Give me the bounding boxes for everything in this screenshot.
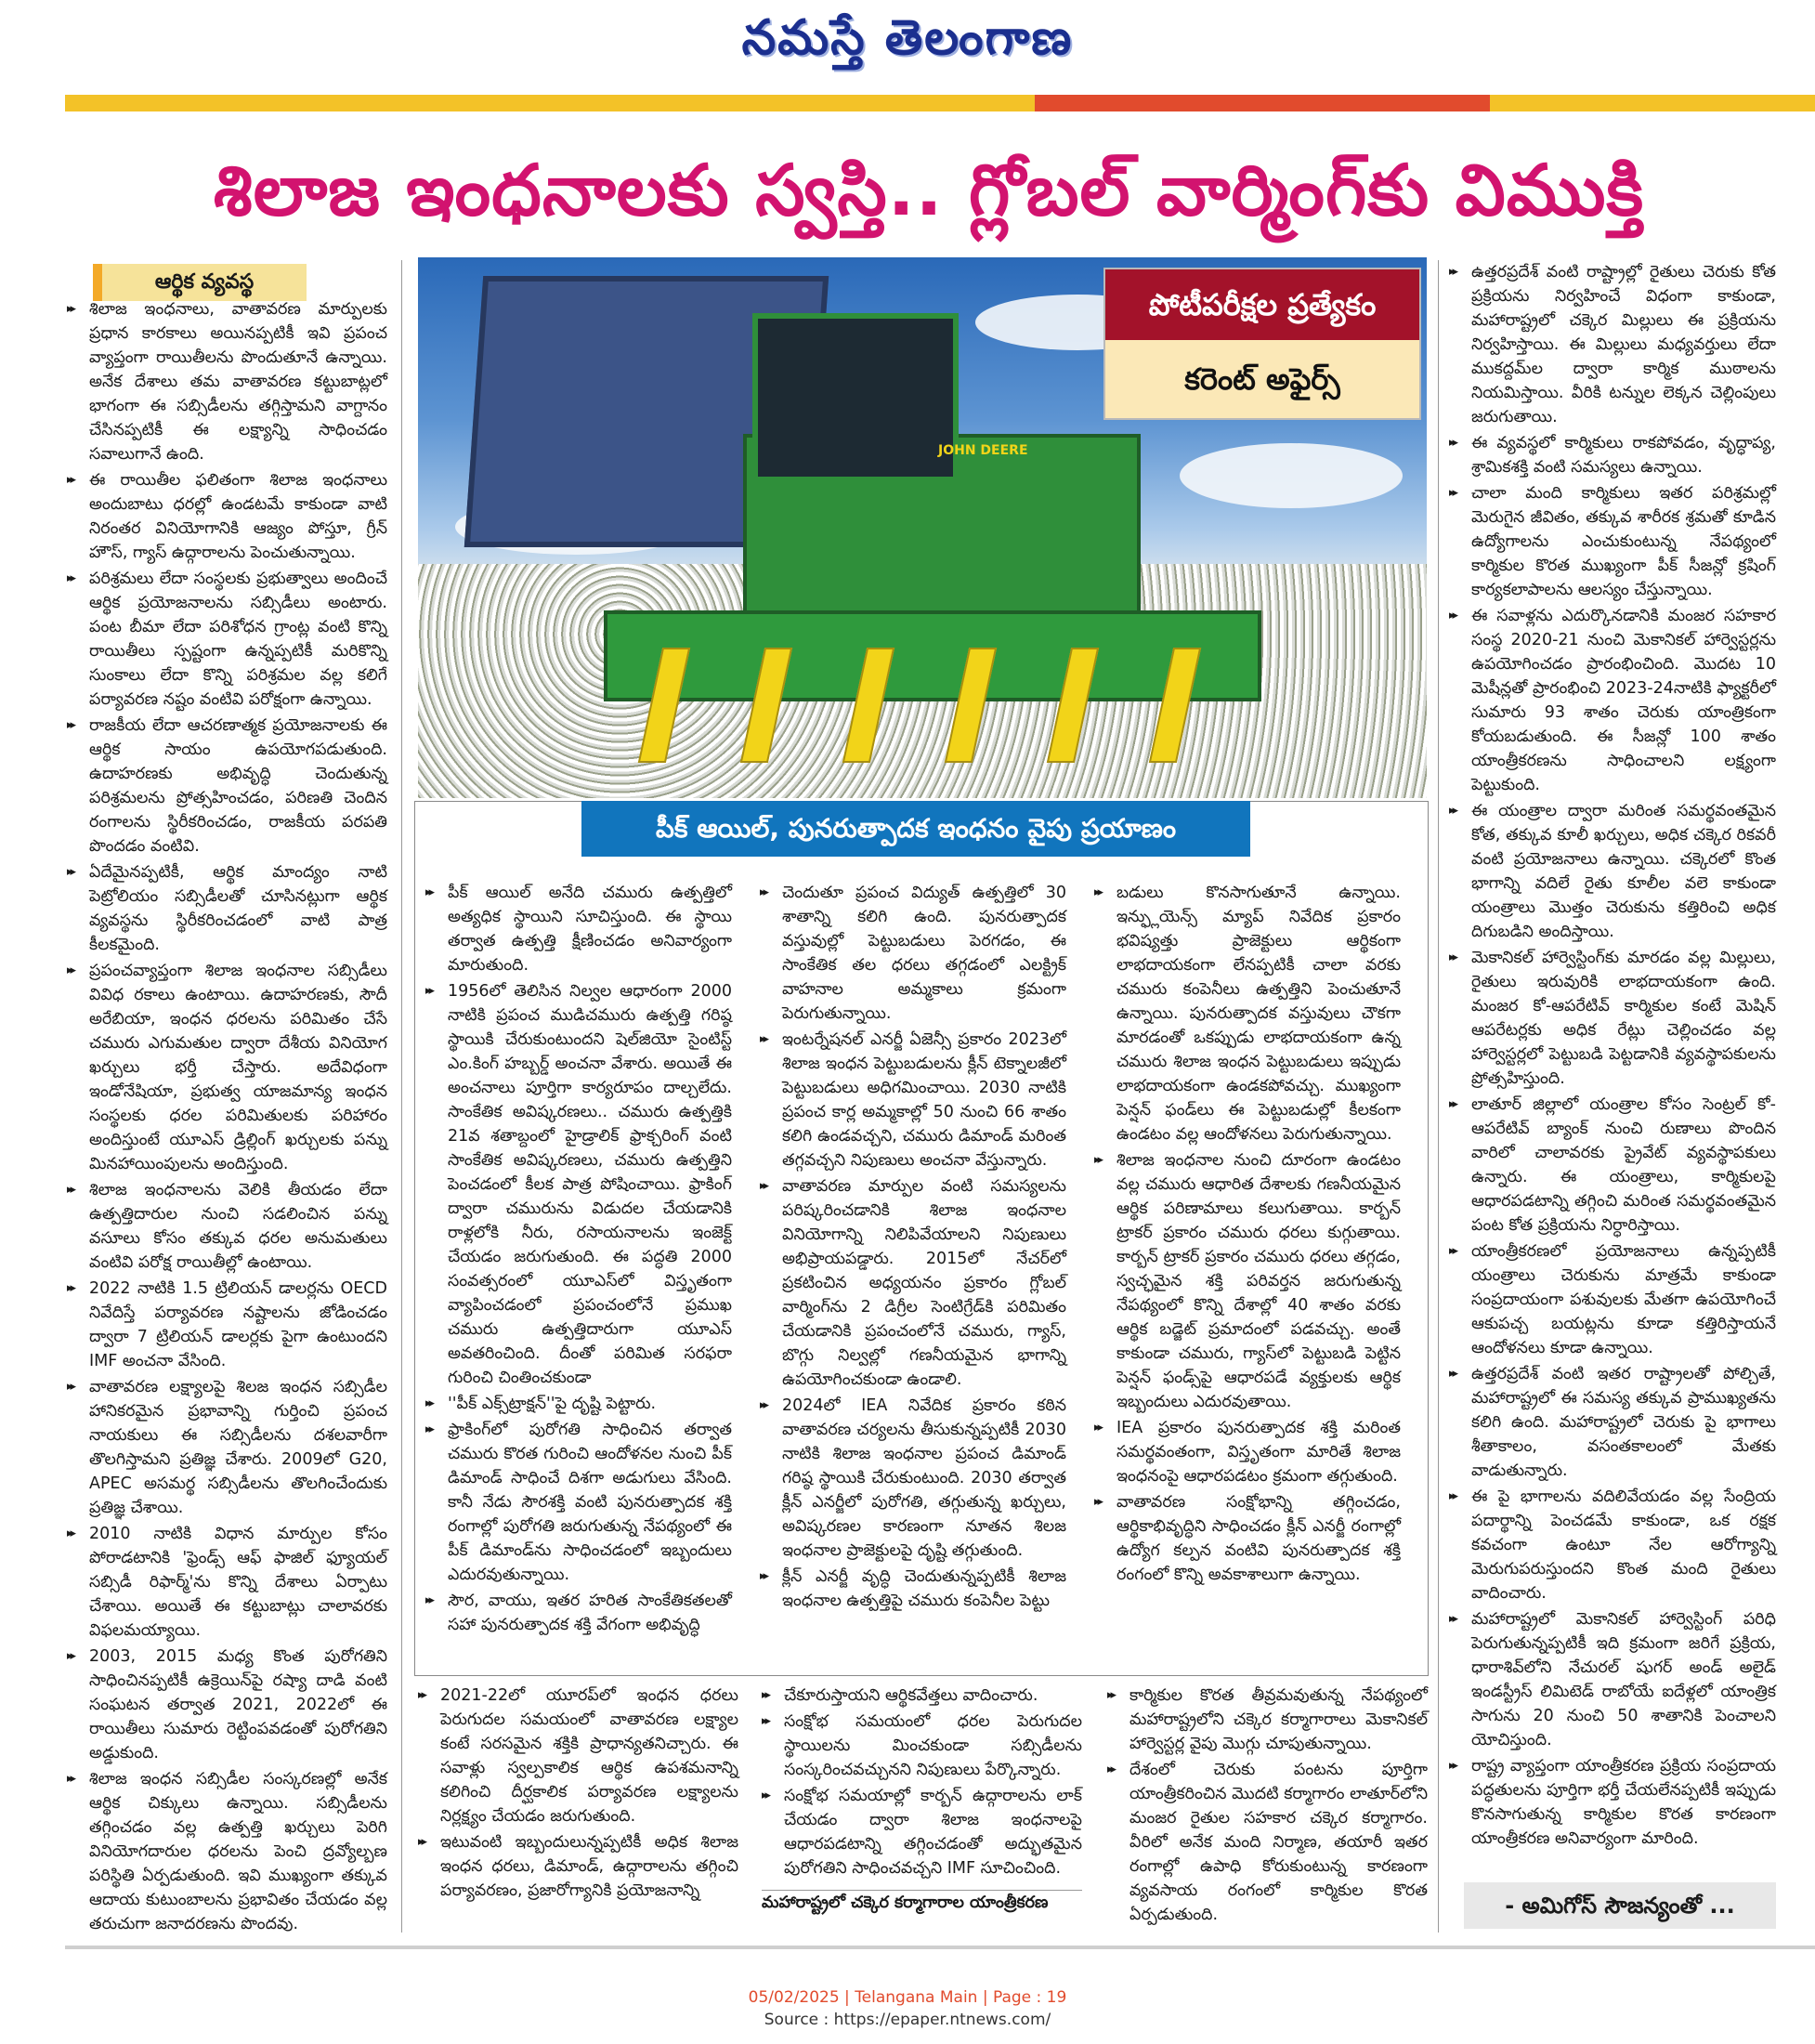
- top-color-bar-red: [1035, 95, 1490, 111]
- article-paragraph: ▸▸ ఈ సవాళ్లను ఎదుర్కొనడానికి మంజర సహకార సంస్థ 2020-21 నుంచి మెకానికల్ హార్వెస్టర్లను ఉపయోగించడం ప్రారంభించింది. మొదట 10 మెషీన్లతో ప్రారంభించి 2023-24నాటికి ఫ్యాక్టరీలో సుమారు 93 శాతం చెరుకు యాంత్రికంగా కోయబడుతుంది. ఈ సీజన్లో 100 శాతం యాంత్రీకరణను సాధించాలని లక్ష్యంగా పెట్టుకుంది.: [1449, 604, 1776, 797]
- bottom-column-2: [762, 1684, 1082, 1882]
- article-paragraph: ▸▸ పీక్ ఆయిల్ అనేది చమురు ఉత్పత్తిలో అత్యధిక స్థాయిని సూచిస్తుంది. ఈ స్థాయి తర్వాత ఉత్పత్తి క్షీణించడం అనివార్యంగా మారుతుంది.: [425, 881, 732, 977]
- right-column: [1449, 260, 1776, 1853]
- section-label: ఆర్థిక వ్యవస్థ: [93, 264, 307, 301]
- article-paragraph: ▸▸ లాతూర్ జిల్లాలో యంత్రాల కోసం సెంట్రల్ కో-ఆపరేటివ్ బ్యాంక్ నుంచి రుణాలు పొందిన వారిలో చాలావరకు ప్రైవేట్ వ్యవస్థాపకులు ఉన్నారు. ఈ యంత్రాలు, కార్మికులపై ఆధారపడటాన్ని తగ్గించి మరింత సమర్థవంతమైన పంట కోత ప్రక్రియను నిర్ధారిస్తాయి.: [1449, 1093, 1776, 1238]
- credit-line: - అమిగోస్ సౌజన్యంతో ...: [1464, 1882, 1776, 1929]
- center-column-2: [760, 881, 1066, 1615]
- article-paragraph: ▸▸ ఫ్రాకింగ్‌లో పురోగతి సాధించిన తర్వాత చమురు కొరత గురించి ఆందోళనల నుంచి పీక్ డిమాండ్ సాధించే దిశగా అడుగులు వేసింది. కానీ నేడు సౌరశక్తి వంటి పునరుత్పాదక శక్తి రంగాల్లో పురోగతి జరుగుతున్న నేపథ్యంలో ఈ పీక్ డిమాండ్‌ను సాధించడంలో ఇబ్బందులు ఎదురవుతున్నాయి.: [425, 1418, 732, 1587]
- bottom-column-3: [1107, 1684, 1428, 1929]
- masthead-logo: నమస్తే తెలంగాణ: [741, 9, 1074, 66]
- article-paragraph: ▸▸ సంక్షోభ సమయాల్లో కార్బన్ ఉద్గారాలను లాక్ చేయడం ద్వారా శిలాజ ఇంధనాలపై ఆధారపడటాన్ని తగ్గించడంతో అద్భుతమైన పురోగతిని సాధించవచ్చని IMF సూచించింది.: [762, 1784, 1082, 1880]
- article-paragraph: ▸▸ మెకానికల్ హార్వెస్టింగ్‌కు మారడం వల్ల మిల్లులు, రైతులు ఇరువురికి లాభదాయకంగా ఉంది. మంజర కో-ఆపరేటివ్ కార్మికుల కంటే మెషిన్ ఆపరేటర్లకు అధిక రేట్లు చెల్లించడం వల్ల హార్వెస్టర్లలో పెట్టుబడి పెట్టడానికి వ్యవస్థాపకులను ప్రోత్సహిస్తుంది.: [1449, 946, 1776, 1091]
- article-paragraph: ▸▸ చేకూరుస్తాయని ఆర్థికవేత్తలు వాదించారు.: [762, 1684, 1082, 1708]
- article-paragraph: ▸▸ రాష్ట్ర వ్యాప్తంగా యాంత్రీకరణ ప్రక్రియ సంప్రదాయ పద్ధతులను పూర్తిగా భర్తీ చేయలేనప్పటికీ ఇప్పుడు కొనసాగుతున్న కార్మికుల కొరత కారణంగా యాంత్రీకరణ అనివార్యంగా మారింది.: [1449, 1754, 1776, 1851]
- article-paragraph: ▸▸ ఉత్తరప్రదేశ్ వంటి రాష్ట్రాల్లో రైతులు చెరుకు కోత ప్రక్రియను నిర్వహించే విధంగా కాకుండా, మహారాష్ట్రలో చక్కెర మిల్లులు ఈ ప్రక్రియను నిర్వహిస్తాయి. ఈ మిల్లులు మధ్యవర్తులు లేదా ముకద్దమ్‌ల ద్వారా కార్మిక ముఠాలను నియమిస్తాయి. వీరికి టన్నుల లెక్కన చెల్లింపులు జరుగుతాయి.: [1449, 260, 1776, 429]
- article-paragraph: ▸▸ ఏదేమైనప్పటికీ, ఆర్థిక మాంద్యం నాటి పెట్రోలియం సబ్సిడీలతో చూసినట్లుగా ఆర్థిక వ్యవస్థను స్థిరీకరించడంలో వాటి పాత్ర కీలకమైంది.: [67, 860, 387, 957]
- article-paragraph: ▸▸ 2022 నాటికి 1.5 ట్రిలియన్ డాలర్లను OECD నివేదిస్తే పర్యావరణ నష్టాలను జోడించడం ద్వారా 7 ట్రిలియన్ డాలర్లకు పైగా ఉంటుందని IMF అంచనా వేసింది.: [67, 1277, 387, 1373]
- article-paragraph: ▸▸ ఈ వ్యవస్థలో కార్మికులు రాకపోవడం, వృద్ధాప్య, శ్రామికశక్తి వంటి సమస్యలు ఉన్నాయి.: [1449, 431, 1776, 479]
- article-paragraph: ▸▸ శిలాజ ఇంధనాలు, వాతావరణ మార్పులకు ప్రధాన కారకాలు అయినప్పటికీ ఇవి ప్రపంచ వ్యాప్తంగా రాయితీలను పొందుతూనే ఉన్నాయి. అనేక దేశాలు తమ వాతావరణ కట్టుబాట్లలో భాగంగా ఈ సబ్సిడీలను తగ్గిస్తామని వాగ్దానం చేసినప్పటికీ ఈ లక్ష్యాన్ని సాధించడం సవాలుగానే ఉంది.: [67, 297, 387, 466]
- footer-source-line: Source : https://epaper.ntnews.com/: [764, 2011, 1051, 2029]
- article-paragraph: ▸▸ IEA ప్రకారం పునరుత్పాదక శక్తి మరింత సమర్థవంతంగా, విస్తృతంగా మారితే శిలాజ ఇంధనంపై ఆధారపడటం క్రమంగా తగ్గుతుంది.: [1094, 1416, 1401, 1488]
- article-paragraph: ▸▸ శిలాజ ఇంధన సబ్సిడీల సంస్కరణల్లో అనేక ఆర్థిక చిక్కులు ఉన్నాయి. సబ్సిడీలను తగ్గించడం వల్ల ఉత్పత్తి ఖర్చులు పెరిగి వినియోగదారుల ధరలను పెంచి ద్రవ్యోల్బణ పరిస్థితి ఏర్పడుతుంది. ఇవి ముఖ్యంగా తక్కువ ఆదాయ కుటుంబాలను ప్రభావితం చేయడం వల్ల తరుచుగా జనాదరణను పొందవు.: [67, 1767, 387, 1936]
- article-paragraph: ▸▸ ఈ యంత్రాల ద్వారా మరింత సమర్థవంతమైన కోత, తక్కువ కూలీ ఖర్చులు, అధిక చక్కెర రికవరీ వంటి ప్రయోజనాలు ఉన్నాయి. చక్కెరలో కొంత భాగాన్ని వదిలే రైతు కూలీల వలె కాకుండా యంత్రాలు మొత్తం చెరుకును కత్తిరించి అధిక దిగుబడిని అందిస్తాయి.: [1449, 799, 1776, 944]
- article-paragraph: ▸▸ 2021-22లో యూరప్‌లో ఇంధన ధరలు పెరుగుదల సమయంలో వాతావరణ లక్ష్యాల కంటే సరసమైన శక్తికి ప్రాధాన్యతనిచ్చారు. ఈ సవాళ్లు స్వల్పకాలిక ఆర్థిక ఉపశమనాన్ని కలిగించి దీర్ఘకాలిక పర్యావరణ లక్ష్యాలను నిర్లక్ష్యం చేయడం జరుగుతుంది.: [418, 1684, 738, 1828]
- article-paragraph: ▸▸ బడులు కొనసాగుతూనే ఉన్నాయి. ఇన్ఫ్లుయెన్స్ మ్యాప్ నివేదిక ప్రకారం భవిష్యత్తు ప్రాజెక్టులు ఆర్థికంగా లాభదాయకంగా లేనప్పటికీ చాలా వరకు చమురు కంపెనీలు ఉత్పత్తిని పెంచుతూనే ఉన్నాయి. పునరుత్పాదక వస్తువులు చౌకగా మారడంతో ఒకప్పుడు లాభదాయకంగా ఉన్న చమురు శిలాజ ఇంధన పెట్టుబడులు ఇప్పుడు లాభదాయకంగా ఉండకపోవచ్చు. ముఖ్యంగా పెన్షన్ ఫండ్‌లు ఈ పెట్టుబడుల్లో కీలకంగా ఉండటం వల్ల ఆందోళనలు పెరుగుతున్నాయి.: [1094, 881, 1401, 1146]
- center-column-3: [1094, 881, 1401, 1589]
- sub-article-title: మహారాష్ట్రలో చక్కెర కర్మాగారాల యాంత్రీకరణ: [762, 1890, 1082, 1915]
- article-paragraph: ▸▸ సంక్షోభ సమయంలో ధరల పెరుగుదల స్థాయిలను మించకుండా సబ్సిడీలను సంస్కరించవచ్చునని నిపుణులు పేర్కొన్నారు.: [762, 1710, 1082, 1782]
- headline: శిలాజ ఇంధనాలకు స్వస్తి.. గ్లోబల్ వార్మింగ్‌కు విముక్తి: [213, 149, 1645, 231]
- article-paragraph: ▸▸ ''పీక్ ఎక్స్‌ట్రాక్షన్''పై దృష్టి పెట్టారు.: [425, 1392, 732, 1416]
- current-affairs-badge: [1103, 268, 1421, 420]
- article-paragraph: ▸▸ క్లీన్ ఎనర్జీ వృద్ధి చెందుతున్నప్పటికీ శిలాజ ఇంధనాల ఉత్పత్తిపై చమురు కంపెనీల పెట్టు: [760, 1565, 1066, 1613]
- article-paragraph: ▸▸ ఇంటర్నేషనల్ ఎనర్జీ ఏజెన్సీ ప్రకారం 2023లో శిలాజ ఇంధన పెట్టుబడులను క్లీన్ టెక్నాలజీలో పెట్టుబడులు అధిగమించాయి. 2030 నాటికి ప్రపంచ కార్ల అమ్మకాల్లో 50 నుంచి 66 శాతం కలిగి ఉండవచ్చని, చమురు డిమాండ్ మరింత తగ్గవచ్చని నిపుణులు అంచనా వేస్తున్నారు.: [760, 1028, 1066, 1173]
- article-paragraph: ▸▸ దేశంలో చెరుకు పంటను పూర్తిగా యాంత్రీకరించిన మొదటి కర్మాగారం లాతూర్‌లోని మంజర రైతుల సహకార చక్కెర కర్మాగారం. వీరిలో అనేక మంది నిర్మాణ, తయారీ ఇతర రంగాల్లో ఉపాధి కోరుకుంటున్న కారణంగా వ్యవసాయ రంగంలో కార్మికుల కొరత ఏర్పడుతుంది.: [1107, 1758, 1428, 1927]
- article-paragraph: ▸▸ 2024లో IEA నివేదిక ప్రకారం కఠిన వాతావరణ చర్యలను తీసుకున్నప్పటికీ 2030 నాటికి శిలాజ ఇంధనాల ప్రపంచ డిమాండ్ గరిష్ఠ స్థాయికి చేరుకుంటుంది. 2030 తర్వాత క్లీన్ ఎనర్జీలో పురోగతి, తగ్గుతున్న ఖర్చులు, అవిష్కరణల కారణంగా నూతన శిలజ ఇంధనాల ప్రాజెక్టులపై దృష్టి తగ్గుతుంది.: [760, 1394, 1066, 1563]
- column-divider: [1438, 260, 1439, 1933]
- column-divider: [401, 260, 402, 1933]
- article-paragraph: ▸▸ సౌర, వాయు, ఇతర హరిత సాంకేతికతలతో సహా పునరుత్పాదక శక్తి వేగంగా అభివృద్ధి: [425, 1589, 732, 1637]
- article-paragraph: ▸▸ వాతావరణ లక్ష్యాలపై శిలజ ఇంధన సబ్సిడీల హానికరమైన ప్రభావాన్ని గుర్తించి ప్రపంచ నాయకులు ఈ సబ్సిడీలను దశలవారీగా తొలగిస్తామని ప్రతిజ్ఞ చేశారు. 2009లో G20, APEC అసమర్థ సబ్సిడీలను తొలగించేందుకు ప్రతిజ్ఞ చేశాయి.: [67, 1375, 387, 1520]
- article-paragraph: ▸▸ వాతావరణ సంక్షోభాన్ని తగ్గించడం, ఆర్థికాభివృద్ధిని సాధించడం క్లీన్ ఎనర్జీ రంగాల్లో ఉద్యోగ కల్పన వంటివి పునరుత్పాదక శక్తి రంగంలో కొన్ని అవకాశాలుగా ఉన్నాయి.: [1094, 1490, 1401, 1587]
- article-paragraph: ▸▸ 2003, 2015 మధ్య కొంత పురోగతిని సాధించినప్పటికీ ఉక్రెయిన్‌పై రష్యా దాడి వంటి సంఘటన తర్వాత 2021, 2022లో ఈ రాయితీలు సుమారు రెట్టింపవడంతో పురోగతిని అడ్డుకుంది.: [67, 1644, 387, 1765]
- cloud-shape: [1180, 443, 1403, 508]
- machine-brand-text: JOHN DEERE: [938, 443, 1028, 458]
- article-paragraph: ▸▸ పరిశ్రమలు లేదా సంస్థలకు ప్రభుత్వాలు అందించే ఆర్థిక ప్రయోజనాలను సబ్సిడీలు అంటారు. పంట బీమా లేదా పరిశోధన గ్రాంట్ల వంటి కొన్ని రాయితీలు స్పష్టంగా ఉన్నప్పటికీ మరికొన్ని సుంకాలు లేదా కొన్ని పరిశ్రమల వల్ల కలిగే పర్యావరణ నష్టం వంటివి పరోక్షంగా ఉన్నాయి.: [67, 567, 387, 712]
- article-paragraph: ▸▸ ఈ పై భాగాలను వదిలివేయడం వల్ల సేంద్రియ పదార్థాన్ని పెంచడమే కాకుండా, ఒక రక్షక కవచంగా ఉంటూ నేల ఆరోగ్యాన్ని మెరుగుపరుస్తుందని కొంత మంది రైతులు వాదించారు.: [1449, 1485, 1776, 1605]
- article-paragraph: ▸▸ చెందుతూ ప్రపంచ విద్యుత్ ఉత్పత్తిలో 30 శాతాన్ని కలిగి ఉంది. పునరుత్పాదక వస్తువుల్లో పెట్టుబడులు పెరగడం, ఈ సాంకేతిక తల ధరలు తగ్గడంలో ఎలక్ట్రిక్ వాహనాల అమ్మకాలు క్రమంగా పెరుగుతున్నాయి.: [760, 881, 1066, 1026]
- article-paragraph: ▸▸ రాజకీయ లేదా ఆచరణాత్మక ప్రయోజనాలకు ఈ ఆర్థిక సాయం ఉపయోగపడుతుంది. ఉదాహరణకు అభివృద్ధి చెందుతున్న పరిశ్రమలను ప్రోత్సహించడం, పరిణతి చెందిన రంగాలను స్థిరీకరించడం, రాజకీయ పరపతి పొందడం వంటివి.: [67, 714, 387, 858]
- article-paragraph: ▸▸ శిలాజ ఇంధనాల నుంచి దూరంగా ఉండటం వల్ల చమురు ఆధారిత దేశాలకు గణనీయమైన ఆర్థిక పరిణామాలు కలుగుతాయి. కార్బన్ ట్రాకర్ ప్రకారం చమురు ధరలు కుగ్గుతాయి. కార్బన్ ట్రాకర్ ప్రకారం చమురు ధరలు తగ్గడం, స్వచ్ఛమైన శక్తి పరివర్తన జరుగుతున్న నేపథ్యంలో కొన్ని దేశాల్లో 40 శాతం వరకు ఆర్థిక బడ్జెట్ ప్రమాదంలో పడవచ్చు. అంతే కాకుండా చమురు, గ్యాస్‌లో పెట్టుబడి పెట్టిన పెన్షన్ ఫండ్స్‌పై ఆధారపడే వ్యక్తులకు ఆర్థిక ఇబ్బందులు ఎదురవుతాయి.: [1094, 1148, 1401, 1414]
- article-paragraph: ▸▸ ఇటువంటి ఇబ్బందులున్నప్పటికీ అధిక శిలాజ ఇంధన ధరలు, డిమాండ్, ఉద్గారాలను తగ్గించి పర్యావరణం, ప్రజారోగ్యానికి ప్రయోజనాన్ని: [418, 1830, 738, 1903]
- article-paragraph: ▸▸ యాంత్రీకరణలో ప్రయోజనాలు ఉన్నప్పటికీ యంత్రాలు చెరుకును మాత్రమే కాకుండా సంప్రదాయంగా పశువులకు మేతగా ఉపయోగించే ఆకుపచ్చ బయట్లను కూడా కత్తిరిస్తాయనే ఆందోళనలు కూడా ఉన్నాయి.: [1449, 1239, 1776, 1360]
- page-footer: [0, 1986, 1815, 2031]
- badge-top-text: పోటీపరీక్షల ప్రత్యేకం: [1105, 269, 1419, 340]
- article-paragraph: ▸▸ చాలా మంది కార్మికులు ఇతర పరిశ్రమల్లో మెరుగైన జీవితం, తక్కువ శారీరక శ్రమతో కూడిన ఉద్యోగాలను ఎంచుకుంటున్న నేపథ్యంలో కార్మికుల కొరత ముఖ్యంగా పీక్ సీజన్లో క్రషింగ్ కార్యకలాపాలను ఆలస్యం చేస్తున్నాయి.: [1449, 481, 1776, 602]
- harvester-header: [604, 610, 1261, 701]
- sub-headline: పీక్ ఆయిల్, పునరుత్పాదక ఇంధనం వైపు ప్రయాణం: [581, 801, 1250, 857]
- article-paragraph: ▸▸ కార్మికుల కొరత తీవ్రమవుతున్న నేపథ్యంలో మహారాష్ట్రలోని చక్కెర కర్మాగారాలు మెకానికల్ హార్వెస్టర్ల వైపు మొగ్గు చూపుతున్నాయి.: [1107, 1684, 1428, 1756]
- center-column-1: [425, 881, 732, 1639]
- bottom-rule: [65, 1946, 1815, 1949]
- article-paragraph: ▸▸ ఈ రాయితీల ఫలితంగా శిలాజ ఇంధనాలు అందుబాటు ధరల్లో ఉండటమే కాకుండా వాటి నిరంతర వినియోగానికి ఆజ్యం పోస్తూ, గ్రీన్ హౌస్, గ్యాస్ ఉద్గారాలను పెంచుతున్నాయి.: [67, 468, 387, 565]
- badge-bottom-text: కరెంట్ అఫైర్స్: [1105, 340, 1419, 418]
- footer-date-line: 05/02/2025 | Telangana Main | Page : 19: [748, 1988, 1067, 2007]
- harvester-cab: [752, 313, 959, 482]
- left-column: [67, 297, 387, 1938]
- article-paragraph: ▸▸ శిలాజ ఇంధనాలను వెలికి తీయడం లేదా ఉత్పత్తిదారుల నుంచి సడలించిన పన్ను వసూలు కోసం తక్కువ ధరల అనుమతులు వంటివి పరోక్ష రాయితీల్లో ఉంటాయి.: [67, 1178, 387, 1275]
- article-paragraph: ▸▸ ఉత్తరప్రదేశ్ వంటి ఇతర రాష్ట్రాలతో పోల్చితే, మహారాష్ట్రలో ఈ సమస్య తక్కువ ప్రాముఖ్యతను కలిగి ఉంది. మహారాష్ట్రలో చెరుకు పై భాగాలు శీతాకాలం, వసంతకాలంలో మేతకు వాడుతున్నారు.: [1449, 1362, 1776, 1483]
- article-paragraph: ▸▸ 2010 నాటికి విధాన మార్పుల కోసం పోరాడటానికి 'ఫ్రెండ్స్ ఆఫ్ ఫాజిల్ ఫ్యూయల్ సబ్సిడీ రిఫార్మ్'ను కొన్ని దేశాలు ఏర్పాటు చేశాయి. అయితే ఈ కట్టుబాట్లు చాలావరకు విఫలమయ్యాయి.: [67, 1522, 387, 1643]
- bottom-column-1: [418, 1684, 738, 1905]
- article-paragraph: ▸▸ 1956లో తెలిసిన నిల్వల ఆధారంగా 2000 నాటికి ప్రపంచ ముడిచమురు ఉత్పత్తి గరిష్ఠ స్థాయికి చేరుకుంటుందని షెల్‌జియో సైంటిస్ట్ ఎం.కింగ్ హబ్బర్డ్ అంచనా వేశారు. అయితే ఈ అంచనాలు పూర్తిగా కార్యరూపం దాల్చలేదు. సాంకేతిక అవిష్కరణలు.. చమురు ఉత్పత్తికి 21వ శతాబ్దంలో హైడ్రాలిక్ ఫ్రాక్చరింగ్ వంటి సాంకేతిక అవిష్కరణలు, చమురు ఉత్పత్తిని పెంచడంలో కీలక పాత్ర పోషించాయి. ఫ్రాకింగ్ ద్వారా చమురును విడుదల చేయడానికి రాళ్లలోకి నీరు, రసాయనాలను ఇంజెక్ట్ చేయడం జరుగుతుంది. ఈ పద్ధతి 2000 సంవత్సరంలో యూఎస్‌లో విస్తృతంగా వ్యాపించడంలో ప్రపంచంలోనే ప్రముఖ చమురు ఉత్పత్తిదారుగా యూఎస్ అవతరించింది. దీంతో పరిమిత సరఫరా గురించి చింతించకుండా: [425, 979, 732, 1390]
- article-paragraph: ▸▸ ప్రపంచవ్యాప్తంగా శిలాజ ఇంధనాల సబ్సిడీలు వివిధ రకాలు ఉంటాయి. ఉదాహరణకు, సౌదీ అరేబియా, ఇంధన ధరలను పరిమితం చేసే చమురు ఎగుమతుల ద్వారా దేశీయ వినియోగ ఖర్చులు భర్తీ చేస్తారు. అదేవిధంగా ఇండోనేషియా, ప్రభుత్వ యాజమాన్య ఇంధన సంస్థలకు ధరల పరిమితులకు పరిహారం అందిస్తుంటే యూఎస్ డ్రిల్లింగ్ ఖర్చులకు పన్ను మినహాయింపులను అందిస్తుంది.: [67, 959, 387, 1176]
- article-paragraph: ▸▸ మహారాష్ట్రలో మెకానికల్ హార్వెస్టింగ్ పరిధి పెరుగుతున్నప్పటికీ ఇది క్రమంగా జరిగే ప్రక్రియ, ధారాశివ్‌లోని నేచురల్ షుగర్ అండ్ అలైడ్ ఇండస్ట్రీస్ లిమిటెడ్ రాబోయే ఐదేళ్లలో యాంత్రిక సాగును 20 నుంచి 50 శాతానికి పెంచాలని యోచిస్తుంది.: [1449, 1607, 1776, 1752]
- article-paragraph: ▸▸ వాతావరణ మార్పుల వంటి సమస్యలను పరిష్కరించడానికి శిలాజ ఇంధనాల వినియోగాన్ని నిలిపివేయాలని నిపుణులు అభిప్రాయపడ్డారు. 2015లో నేచర్‌లో ప్రకటించిన అధ్యయనం ప్రకారం గ్లోబల్ వార్మింగ్‌ను 2 డిగ్రీల సెంటిగ్రేడ్‌కి పరిమితం చేయడానికి ప్రపంచంలోనే చమురు, గ్యాస్, బొగ్గు నిల్వల్లో గణనీయమైన భాగాన్ని ఉపయోగించకుండా ఉండాలి.: [760, 1174, 1066, 1392]
- top-color-bar: [65, 95, 1815, 111]
